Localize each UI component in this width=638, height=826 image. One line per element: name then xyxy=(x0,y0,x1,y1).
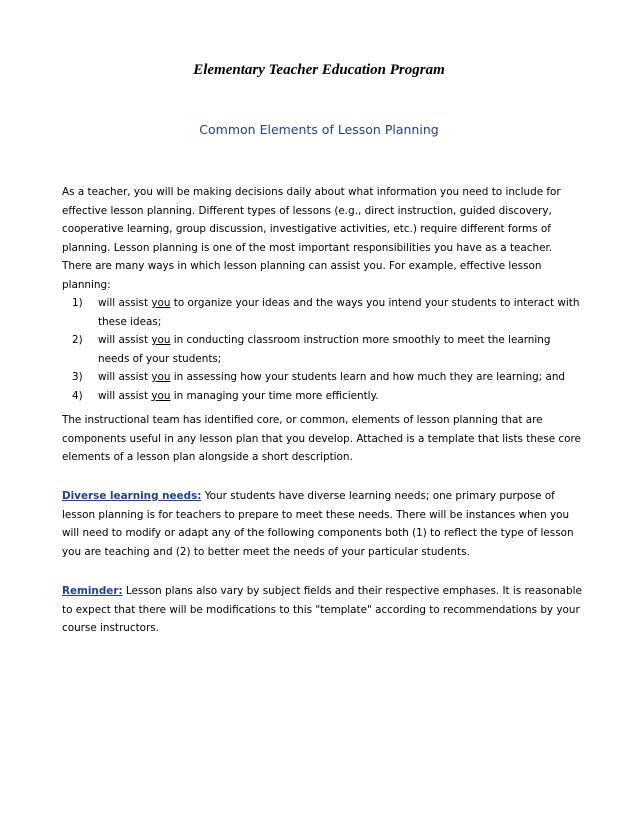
list-text-pre: will assist xyxy=(98,389,152,402)
list-you-underlined: you xyxy=(151,389,171,402)
list-number: 4) xyxy=(72,389,83,402)
list-number: 2) xyxy=(72,334,83,346)
list-text-post: to organize your ideas and the ways you intend your students to interact with these ideas; xyxy=(98,297,580,328)
list-text-pre: will assist xyxy=(98,297,152,309)
list-text-post: in managing your time more efficiently. xyxy=(170,389,379,402)
diverse-needs-text: Your students have diverse learning needs; one primary purpose of lesson planning is for teachers to prepare to meet these needs. There will be instances when you will need to modify or adapt any of the following components both (1) to reflect the type of lesson you are teaching and (2) to better meet the needs of your particular students. xyxy=(62,490,574,558)
list-you-underlined: you xyxy=(151,297,171,309)
reminder-text: Lesson plans also vary by subject fields and their respective emphases. It is reasonable to expect that there will be modifications to this "template" according to recommendations by your course instructors. xyxy=(62,585,582,634)
reminder-paragraph xyxy=(62,582,582,638)
list-number: 1) xyxy=(72,297,83,309)
document-title: Common Elements of Lesson Planning xyxy=(199,122,439,137)
list-text-post: in conducting classroom instruction more smoothly to meet the learning needs of your students; xyxy=(98,334,551,365)
diverse-needs-label: Diverse learning needs: xyxy=(62,490,202,502)
diverse-needs-paragraph xyxy=(62,487,582,561)
list-text-pre: will assist xyxy=(98,371,152,383)
team-paragraph: The instructional team has identified core, or common, elements of lesson planning that are components useful in any lesson plan that you develop. Attached is a template that lists these core elements of a lesson plan alongside a short description. xyxy=(62,414,581,463)
list-item xyxy=(72,368,582,387)
list-you-underlined: you xyxy=(151,371,171,383)
benefits-list xyxy=(72,294,582,405)
list-text-pre: will assist xyxy=(98,334,152,346)
list-number: 3) xyxy=(72,371,83,383)
program-title: Elementary Teacher Education Program xyxy=(193,62,445,78)
list-you-underlined: you xyxy=(151,334,171,346)
reminder-label: Reminder: xyxy=(62,585,123,597)
list-item xyxy=(72,387,582,406)
list-text-post: in assessing how your students learn and how much they are learning; and xyxy=(170,371,566,383)
list-item xyxy=(72,331,582,368)
list-item xyxy=(72,294,582,331)
intro-paragraph: As a teacher, you will be making decisions daily about what information you need to include for effective lesson planning. Different types of lessons (e.g., direct instruction, guided discovery, cooperative learning, group discussion, investigative activities, etc.) require different forms of planning. Lesson planning is one of the most important responsibilities you have as a teacher. There are many ways in which lesson planning can assist you. For example, effective lesson planning: xyxy=(62,186,561,291)
